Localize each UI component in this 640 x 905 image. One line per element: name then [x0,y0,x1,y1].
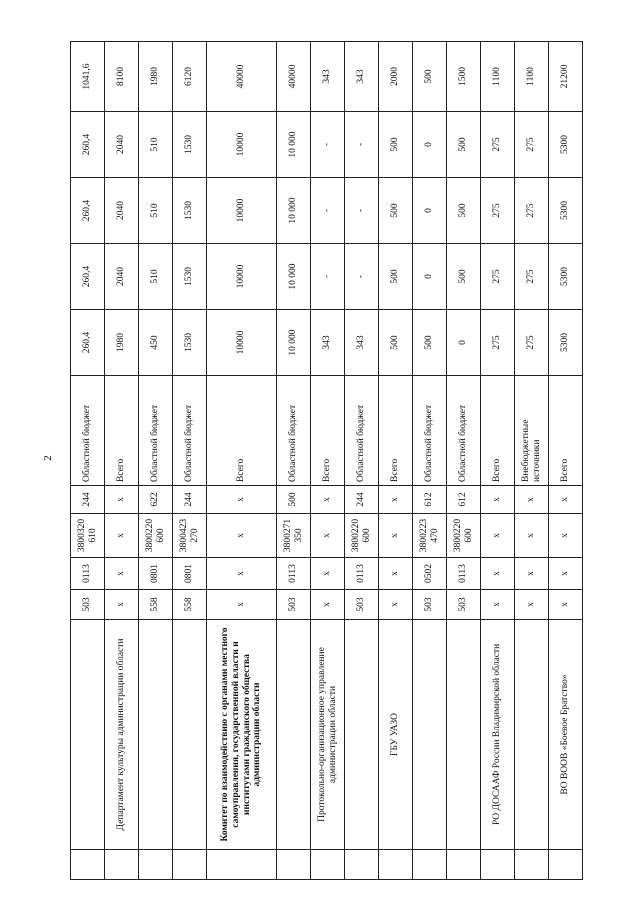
cell-total: 343 [345,42,379,112]
cell-src: Всего [311,376,345,486]
cell-v2: 500 [379,244,413,310]
cell-c2: x [549,558,583,590]
empty-index-cell [71,850,105,880]
cell-v4: 260,4 [71,112,105,178]
cell-total: 343 [311,42,345,112]
cell-total: 1500 [447,42,481,112]
cell-c3: x [549,514,583,558]
cell-v2: 2040 [105,244,139,310]
empty-index-cell [379,850,413,880]
cell-src: Областной бюджет [345,376,379,486]
cell-v1: 10000 [207,310,277,376]
table-row [413,42,447,880]
cell-c3: 3800320 610 [71,514,105,558]
empty-index-cell [447,850,481,880]
cell-c2: 0113 [71,558,105,590]
cell-v4: 1530 [173,112,207,178]
cell-v3: - [311,178,345,244]
table-row [549,42,583,880]
cell-src: Областной бюджет [173,376,207,486]
cell-v4: - [311,112,345,178]
cell-v4: - [345,112,379,178]
cell-c4: 622 [139,486,173,514]
cell-c3: 3800271 350 [277,514,311,558]
cell-v3: 2040 [105,178,139,244]
empty-index-cell [515,850,549,880]
cell-c3: x [105,514,139,558]
cell-v4: 10000 [207,112,277,178]
cell-total: 1100 [481,42,515,112]
cell-v3: 275 [515,178,549,244]
table-row [311,42,345,880]
cell-total: 1100 [515,42,549,112]
table-row [379,42,413,880]
cell-org [277,620,311,850]
cell-v2: 510 [139,244,173,310]
cell-c1: 503 [277,590,311,620]
cell-v4: 500 [379,112,413,178]
cell-v1: 1530 [173,310,207,376]
cell-org [345,620,379,850]
cell-c3: x [515,514,549,558]
cell-v3: 10 000 [277,178,311,244]
cell-v2: 10000 [207,244,277,310]
cell-total: 1980 [139,42,173,112]
cell-c4: x [549,486,583,514]
cell-c2: 0801 [173,558,207,590]
cell-c1: 503 [447,590,481,620]
cell-v1: 275 [481,310,515,376]
budget-table [70,41,583,880]
cell-org [71,620,105,850]
cell-total: 6120 [173,42,207,112]
cell-c2: x [481,558,515,590]
cell-c4: x [515,486,549,514]
empty-index-cell [277,850,311,880]
cell-org [515,620,549,850]
empty-index-cell [105,850,139,880]
table-row [71,42,105,880]
cell-src: Областной бюджет [447,376,481,486]
cell-v1: 260,4 [71,310,105,376]
budget-table-container [70,42,571,880]
cell-org: РО ДОСААФ России Владимирской области [481,620,515,850]
cell-v4: 510 [139,112,173,178]
cell-c4: 244 [345,486,379,514]
cell-c4: x [207,486,277,514]
cell-v4: 10 000 [277,112,311,178]
empty-index-cell [481,850,515,880]
cell-total: 8100 [105,42,139,112]
cell-org: ВО ВООВ «Боевое Братство» [549,620,583,850]
table-row [207,42,277,880]
empty-index-cell [207,850,277,880]
page-number: 2 [41,455,54,461]
table-row [515,42,549,880]
cell-v3: 260,4 [71,178,105,244]
cell-src: Внебюджетные источники [515,376,549,486]
cell-c3: 3800220 600 [139,514,173,558]
cell-v3: 1530 [173,178,207,244]
cell-c3: x [311,514,345,558]
cell-v1: 10 000 [277,310,311,376]
cell-c4: 500 [277,486,311,514]
empty-index-cell [413,850,447,880]
cell-total: 1041,6 [71,42,105,112]
cell-v3: 5300 [549,178,583,244]
cell-c1: 558 [173,590,207,620]
cell-v4: 275 [515,112,549,178]
cell-v1: 500 [379,310,413,376]
cell-src: Всего [207,376,277,486]
cell-v2: 5300 [549,244,583,310]
cell-c1: x [207,590,277,620]
cell-org: Комитет по взаимодействию с органами местного самоуправления, государственной власти и институтами гражданского общества администрации области [207,620,277,850]
cell-c3: x [379,514,413,558]
table-row [105,42,139,880]
empty-index-cell [311,850,345,880]
cell-src: Областной бюджет [71,376,105,486]
cell-org: Департамент культуры администрации области [105,620,139,850]
cell-c1: x [105,590,139,620]
cell-v2: - [311,244,345,310]
cell-c2: 0113 [447,558,481,590]
cell-src: Всего [379,376,413,486]
cell-c3: 3800223 470 [413,514,447,558]
cell-v1: 500 [413,310,447,376]
cell-c1: x [379,590,413,620]
cell-v2: 10 000 [277,244,311,310]
cell-c4: x [311,486,345,514]
cell-v3: 500 [447,178,481,244]
cell-c1: 558 [139,590,173,620]
cell-c1: x [549,590,583,620]
cell-org [139,620,173,850]
cell-v4: 2040 [105,112,139,178]
cell-v4: 5300 [549,112,583,178]
empty-index-cell [549,850,583,880]
cell-c4: 612 [447,486,481,514]
cell-c1: x [515,590,549,620]
table-row [173,42,207,880]
cell-v3: - [345,178,379,244]
table-row [447,42,481,880]
cell-v2: 1530 [173,244,207,310]
cell-total: 40000 [277,42,311,112]
cell-v4: 0 [413,112,447,178]
cell-src: Всего [105,376,139,486]
cell-v1: 343 [311,310,345,376]
cell-v1: 1980 [105,310,139,376]
cell-org: ГБУ УАЗО [379,620,413,850]
cell-total: 500 [413,42,447,112]
cell-total: 21200 [549,42,583,112]
cell-c2: 0113 [345,558,379,590]
cell-v3: 500 [379,178,413,244]
cell-org [447,620,481,850]
empty-index-cell [345,850,379,880]
cell-total: 40000 [207,42,277,112]
cell-c4: 612 [413,486,447,514]
cell-c4: 244 [71,486,105,514]
cell-src: Областной бюджет [413,376,447,486]
cell-v1: 275 [515,310,549,376]
cell-org [413,620,447,850]
cell-c1: 503 [413,590,447,620]
cell-c2: 0113 [277,558,311,590]
cell-org [173,620,207,850]
cell-c2: x [515,558,549,590]
empty-index-cell [173,850,207,880]
cell-c1: 503 [345,590,379,620]
cell-v4: 275 [481,112,515,178]
cell-total: 2000 [379,42,413,112]
cell-src: Всего [549,376,583,486]
cell-v3: 10000 [207,178,277,244]
cell-v2: 0 [413,244,447,310]
cell-v4: 500 [447,112,481,178]
cell-c4: x [105,486,139,514]
cell-v1: 5300 [549,310,583,376]
cell-src: Областной бюджет [139,376,173,486]
table-row [481,42,515,880]
cell-v2: 275 [515,244,549,310]
cell-v2: 275 [481,244,515,310]
cell-c2: x [311,558,345,590]
cell-c4: 244 [173,486,207,514]
cell-v1: 0 [447,310,481,376]
cell-src: Всего [481,376,515,486]
table-row [345,42,379,880]
cell-v1: 343 [345,310,379,376]
cell-c2: 0801 [139,558,173,590]
cell-c3: x [207,514,277,558]
cell-c2: 0502 [413,558,447,590]
table-row [277,42,311,880]
cell-c1: x [311,590,345,620]
cell-c3: x [481,514,515,558]
cell-c3: 3800423 270 [173,514,207,558]
cell-c3: 3800220 600 [345,514,379,558]
cell-v1: 450 [139,310,173,376]
cell-c1: x [481,590,515,620]
cell-v2: 260,4 [71,244,105,310]
cell-v2: 500 [447,244,481,310]
cell-v3: 275 [481,178,515,244]
cell-v2: - [345,244,379,310]
cell-c4: x [379,486,413,514]
empty-index-cell [139,850,173,880]
cell-c3: 3800220 600 [447,514,481,558]
cell-v3: 0 [413,178,447,244]
cell-c1: 503 [71,590,105,620]
cell-c2: x [105,558,139,590]
cell-src: Областной бюджет [277,376,311,486]
cell-v3: 510 [139,178,173,244]
table-row [139,42,173,880]
cell-c2: x [379,558,413,590]
cell-org: Протокольно-организационное управление администрации области [311,620,345,850]
cell-c4: x [481,486,515,514]
cell-c2: x [207,558,277,590]
